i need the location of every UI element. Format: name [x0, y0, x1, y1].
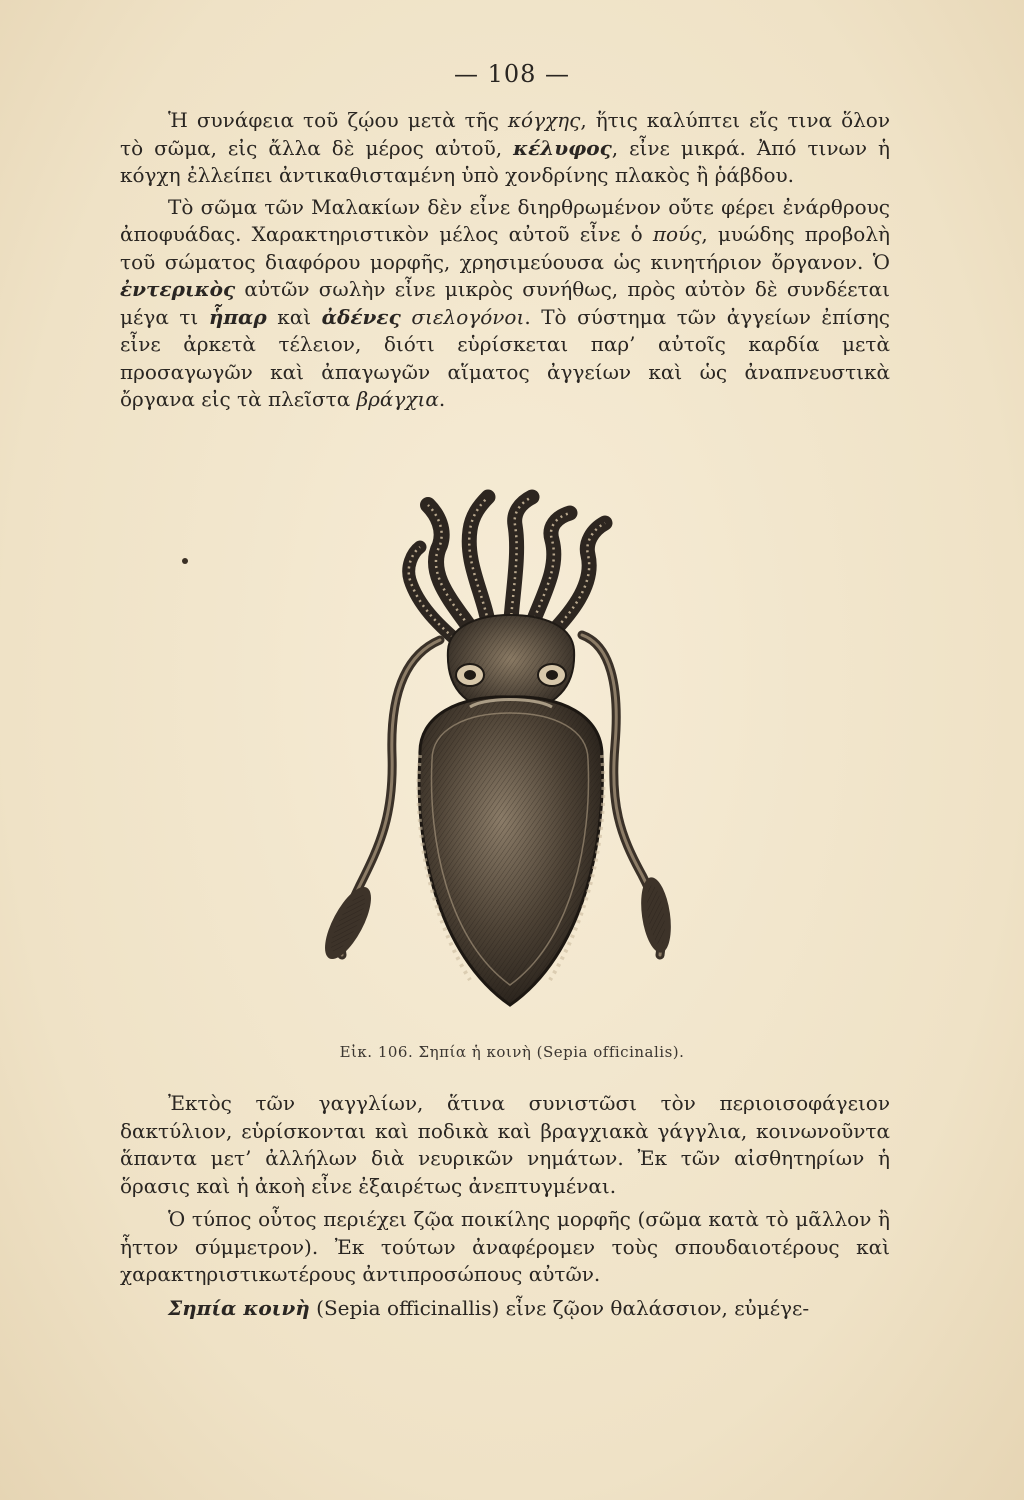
cuttlefish-illustration: [320, 485, 690, 1035]
text-run: βράγχια: [356, 387, 439, 411]
paragraph-mollusca-body: [120, 194, 890, 414]
text-run: , εἶνε μικρά. Ἀπό τινων ἡ κόγχη ἐλλείπει ἀντικαθισταμένη ὑπὸ χονδρίνης πλακὸς ἢ ῥάβδου.: [120, 135, 890, 187]
text-run: [401, 305, 412, 329]
text-run: πούς: [652, 222, 702, 246]
mantle: [418, 697, 603, 1005]
text-block-bottom: [120, 1090, 890, 1322]
text-run: ἀδένες: [321, 304, 401, 329]
text-run: Ὁ τύπος οὗτος περιέχει ζῷα ποικίλης μορφῆς (σῶμα κατὰ τὸ μᾶλλον ἢ ἧττον σύμμετρον). Ἐκ τούτων ἀναφέρομεν τοὺς σπουδαιοτέρους καὶ χαρακτηριστικωτέρους ἀντιπροσώπους αὐτῶν.: [120, 1207, 890, 1286]
text-run: σιελογόνοι: [411, 304, 525, 329]
text-block-top: [120, 107, 890, 414]
paragraph-type-forms: [120, 1206, 890, 1289]
paragraph-ganglia: [120, 1090, 890, 1200]
paragraph-concha: [120, 107, 890, 190]
text-run: .: [438, 387, 446, 411]
text-run: , μυώδης προβολὴ τοῦ σώματος διαφόρου μορφῆς, χρησιμεύουσα ὡς κινητήριον ὄργανον. Ὁ: [120, 222, 890, 274]
page-number: — 108 —: [453, 60, 571, 88]
text-run: Τὸ σῶμα τῶν Μαλακίων δὲν εἶνε διηρθρωμένον οὔτε φέρει ἐνάρθρους ἀποφυάδας. Χαρακτηριστικὸν μέλος αὐτοῦ εἶνε ὁ: [120, 194, 890, 246]
text-run: Σηπία κοινὴ: [168, 1295, 310, 1320]
ink-speck: [182, 558, 188, 564]
text-run: . Τὸ σύστημα τῶν ἀγγείων ἐπίσης εἶνε ἀρκετὰ τέλειον, διότι εὑρίσκεται παρ’ αὐτοῖς καρδία μετὰ προσαγωγῶν καὶ ἀπαγωγῶν αἵματος ἀγγείων καὶ ὡς ἀναπνευστικὰ ὄργανα εἰς τὰ πλεῖστα: [120, 304, 890, 411]
figure-caption: Εἰκ. 106. Σηπία ἡ κοινὴ (Sepia officinalis).: [339, 1043, 685, 1061]
text-run: , ἥτις καλύπτει εἴς τινα ὅλον τὸ σῶμα, εἰς ἄλλα δὲ μέρος αὐτοῦ,: [120, 108, 890, 160]
text-run: αὐτῶν σωλὴν εἶνε μικρὸς συνήθως, πρὸς αὐτὸν δὲ συνδέεται μέγα τι: [120, 277, 890, 329]
text-run: (Sepia officinallis) εἶνε ζῷον θαλάσσιον, εὐμέγε-: [309, 1295, 810, 1320]
text-run: καὶ: [266, 304, 322, 329]
text-run: κόγχης: [507, 108, 581, 132]
paragraph-sepia: [120, 1295, 890, 1323]
text-run: κέλυφος: [513, 135, 612, 160]
text-run: Ἡ συνάφεια τοῦ ζῴου μετὰ τῆς: [168, 108, 508, 132]
text-run: ἧπαρ: [208, 304, 267, 329]
text-run: ἐντερικὸς: [120, 277, 236, 301]
cuttlefish-figure: [320, 485, 690, 1035]
text-run: Ἐκτὸς τῶν γαγγλίων, ἅτινα συνιστῶσι τὸν περιοισοφάγειον δακτύλιον, εὑρίσκονται καὶ ποδικὰ καὶ βραγχιακὰ γάγγλια, κοινωνοῦντα ἅπαντα μετ’ ἀλλήλων διὰ νευρικῶν νημάτων. Ἐκ τῶν αἰσθητηρίων ἡ ὅρασις καὶ ἡ ἀκοὴ εἶνε ἐξαιρέτως ἀνεπτυγμέναι.: [120, 1091, 890, 1198]
